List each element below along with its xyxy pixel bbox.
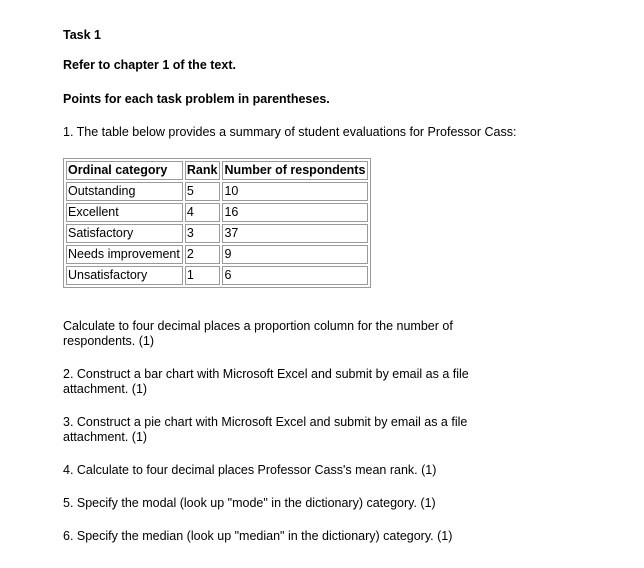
respondents-cell: 10 <box>222 182 368 201</box>
table-header-row <box>66 161 368 180</box>
respondents-cell: 37 <box>222 224 368 243</box>
rank-cell: 3 <box>185 224 221 243</box>
header-ordinal-category: Ordinal category <box>66 161 183 180</box>
question-3-pie-chart: 3. Construct a pie chart with Microsoft Excel and submit by email as a file attachment. (1) <box>63 415 468 444</box>
rank-cell: 4 <box>185 203 221 222</box>
category-cell: Excellent <box>66 203 183 222</box>
points-note: Points for each task problem in parentheses. <box>63 92 330 106</box>
table-row <box>66 266 368 285</box>
table-row <box>66 203 368 222</box>
respondents-cell: 16 <box>222 203 368 222</box>
category-cell: Needs improvement <box>66 245 183 264</box>
table-row <box>66 224 368 243</box>
header-number-of-respondents: Number of respondents <box>222 161 368 180</box>
respondents-cell: 6 <box>222 266 368 285</box>
header-rank: Rank <box>185 161 221 180</box>
rank-cell: 5 <box>185 182 221 201</box>
evaluation-table <box>63 158 371 288</box>
category-cell: Unsatisfactory <box>66 266 183 285</box>
category-cell: Outstanding <box>66 182 183 201</box>
respondents-cell: 9 <box>222 245 368 264</box>
question-5-modal-category: 5. Specify the modal (look up "mode" in the dictionary) category. (1) <box>63 496 436 510</box>
question-1-intro: 1. The table below provides a summary of student evaluations for Professor Cass: <box>63 125 517 139</box>
task-title: Task 1 <box>63 28 101 42</box>
question-2-bar-chart: 2. Construct a bar chart with Microsoft Excel and submit by email as a file attachment. (1) <box>63 367 469 396</box>
category-cell: Satisfactory <box>66 224 183 243</box>
question-4-mean-rank: 4. Calculate to four decimal places Professor Cass's mean rank. (1) <box>63 463 437 477</box>
chapter-reference: Refer to chapter 1 of the text. <box>63 58 236 72</box>
rank-cell: 2 <box>185 245 221 264</box>
question-1-proportion: Calculate to four decimal places a proportion column for the number of respondents. (1) <box>63 319 453 348</box>
table-row <box>66 245 368 264</box>
rank-cell: 1 <box>185 266 221 285</box>
question-6-median-category: 6. Specify the median (look up "median" in the dictionary) category. (1) <box>63 529 453 543</box>
table-row <box>66 182 368 201</box>
